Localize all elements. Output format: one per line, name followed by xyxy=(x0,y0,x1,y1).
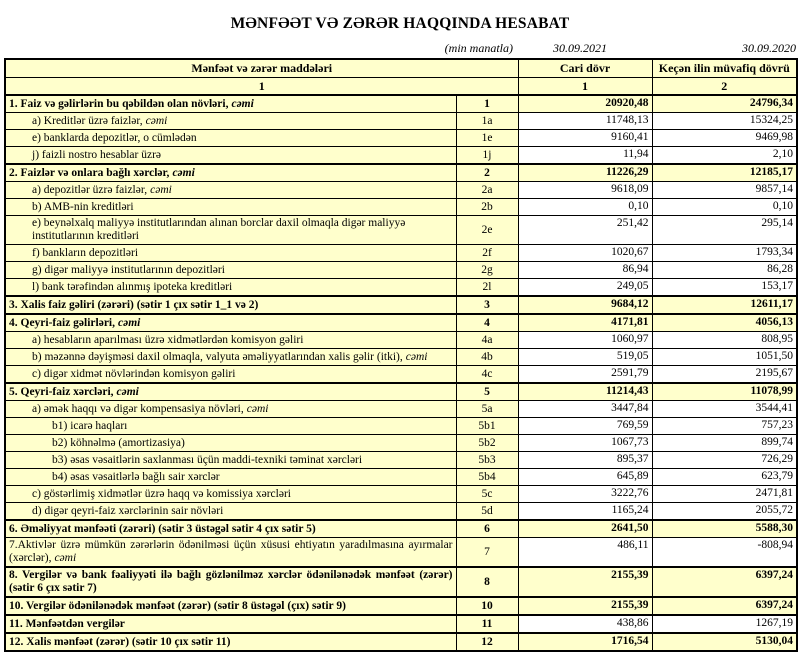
value-previous: 808,95 xyxy=(652,332,797,349)
report-page xyxy=(0,15,800,652)
table-row xyxy=(5,216,797,245)
row-label: a) Kreditlər üzrə faizlər, cəmi xyxy=(5,113,456,130)
value-previous: 86,28 xyxy=(652,262,797,279)
value-current: 486,11 xyxy=(518,538,652,568)
row-label: c) digər xidmət növlərindən komisyon gəliri xyxy=(5,366,456,384)
row-number: 1a xyxy=(456,113,518,130)
row-label: e) beynəlxalq maliyyə institutlarından alınan borclar daxil olmaqla digər maliyyə institutlarının kreditləri xyxy=(5,216,456,245)
value-current: 1716,54 xyxy=(518,633,652,651)
row-label: 3. Xalis faiz gəliri (zərəri) (sətir 1 çıx sətir 1_1 və 2) xyxy=(5,296,456,314)
table-row xyxy=(5,435,797,452)
table-row xyxy=(5,296,797,314)
value-current: 1020,67 xyxy=(518,245,652,262)
row-label: l) bank tərəfindən alınmış ipoteka kreditləri xyxy=(5,279,456,297)
value-previous: 295,14 xyxy=(652,216,797,245)
header-index-row xyxy=(5,78,797,96)
table-row xyxy=(5,349,797,366)
value-previous: 11078,99 xyxy=(652,383,797,401)
value-previous: 2,10 xyxy=(652,147,797,165)
row-number: 10 xyxy=(456,597,518,615)
report-subheader xyxy=(4,41,796,56)
value-previous: 4056,13 xyxy=(652,314,797,332)
table-row xyxy=(5,418,797,435)
value-previous: 2055,72 xyxy=(652,503,797,521)
row-number: 2a xyxy=(456,182,518,199)
value-current: 2155,39 xyxy=(518,567,652,597)
value-current: 438,86 xyxy=(518,615,652,633)
value-previous: 3544,41 xyxy=(652,401,797,418)
value-previous: 726,29 xyxy=(652,452,797,469)
table-row xyxy=(5,469,797,486)
table-row xyxy=(5,503,797,521)
table-row xyxy=(5,95,797,113)
row-label: 7.Aktivlər üzrə mümkün zərərlərin ödənilməsi üçün xüsusi ehtiyatın yaradılmasına ayırmalar (xərclər), cəmi xyxy=(5,538,456,568)
table-row xyxy=(5,147,797,165)
date-previous: 30.09.2020 xyxy=(742,41,796,55)
row-label: 5. Qeyri-faiz xərcləri, cəmi xyxy=(5,383,456,401)
row-number: 5b3 xyxy=(456,452,518,469)
row-number: 5c xyxy=(456,486,518,503)
value-current: 11226,29 xyxy=(518,164,652,182)
value-previous: 5130,04 xyxy=(652,633,797,651)
row-number: 5b1 xyxy=(456,418,518,435)
row-number: 4b xyxy=(456,349,518,366)
table-row xyxy=(5,314,797,332)
row-label: 1. Faiz və gəlirlərin bu qəbildən olan növləri, cəmi xyxy=(5,95,456,113)
row-label: c) göstərlimiş xidmətlər üzrə haqq və komissiya xərcləri xyxy=(5,486,456,503)
row-number: 1 xyxy=(456,95,518,113)
row-number: 11 xyxy=(456,615,518,633)
page-title: MƏNFƏƏT VƏ ZƏRƏR HAQQINDA HESABAT xyxy=(230,15,570,32)
value-current: 3447,84 xyxy=(518,401,652,418)
value-previous: 899,74 xyxy=(652,435,797,452)
value-previous: 6397,24 xyxy=(652,597,797,615)
table-row xyxy=(5,633,797,651)
table-row xyxy=(5,452,797,469)
value-current: 769,59 xyxy=(518,418,652,435)
value-previous: 9857,14 xyxy=(652,182,797,199)
table-row xyxy=(5,182,797,199)
value-previous: 2195,67 xyxy=(652,366,797,384)
value-current: 3222,76 xyxy=(518,486,652,503)
row-label: g) digər maliyyə institutlarının depozitləri xyxy=(5,262,456,279)
table-row xyxy=(5,332,797,349)
value-previous: 1793,34 xyxy=(652,245,797,262)
value-current: 2641,50 xyxy=(518,520,652,538)
value-previous: 5588,30 xyxy=(652,520,797,538)
header-items: Mənfəət və zərər maddələri xyxy=(5,59,518,78)
row-number: 2g xyxy=(456,262,518,279)
value-current: 20920,48 xyxy=(518,95,652,113)
value-current: 1165,24 xyxy=(518,503,652,521)
row-number: 8 xyxy=(456,567,518,597)
row-number: 7 xyxy=(456,538,518,568)
value-previous: -808,94 xyxy=(652,538,797,568)
header-previous: Keçən ilin müvafiq dövrü xyxy=(652,59,797,78)
value-previous: 757,23 xyxy=(652,418,797,435)
table-row xyxy=(5,113,797,130)
value-current: 4171,81 xyxy=(518,314,652,332)
value-current: 9684,12 xyxy=(518,296,652,314)
row-label: b1) icarə haqları xyxy=(5,418,456,435)
table-row xyxy=(5,245,797,262)
value-previous: 12185,17 xyxy=(652,164,797,182)
row-number: 4c xyxy=(456,366,518,384)
table-row xyxy=(5,520,797,538)
header-previous-index: 2 xyxy=(652,78,797,96)
value-current: 645,89 xyxy=(518,469,652,486)
row-label: f) bankların depozitləri xyxy=(5,245,456,262)
value-previous: 2471,81 xyxy=(652,486,797,503)
table-row xyxy=(5,164,797,182)
table-row xyxy=(5,130,797,147)
table-row xyxy=(5,401,797,418)
value-current: 2155,39 xyxy=(518,597,652,615)
row-label: d) digər qeyri-faiz xərclərinin sair növləri xyxy=(5,503,456,521)
value-current: 895,37 xyxy=(518,452,652,469)
row-label: 8. Vergilər və bank fəaliyyəti ilə bağlı gözlənilməz xərclər ödənilənədək mənfəət (zərər) (sətir 6 çıx sətir 7) xyxy=(5,567,456,597)
row-number: 2l xyxy=(456,279,518,297)
value-previous: 1267,19 xyxy=(652,615,797,633)
row-label: 6. Əməliyyat mənfəəti (zərəri) (sətir 3 üstəgəl sətir 4 çıx sətir 5) xyxy=(5,520,456,538)
row-label: a) hesabların aparılması üzrə xidmətlərdən komisyon gəliri xyxy=(5,332,456,349)
row-label: b) AMB-nin kreditləri xyxy=(5,199,456,216)
value-previous: 1051,50 xyxy=(652,349,797,366)
row-label: 4. Qeyri-faiz gəlirləri, cəmi xyxy=(5,314,456,332)
header-items-index: 1 xyxy=(5,78,518,96)
table-header xyxy=(5,59,797,95)
date-current: 30.09.2021 xyxy=(553,41,607,55)
value-previous: 9469,98 xyxy=(652,130,797,147)
value-current: 1060,97 xyxy=(518,332,652,349)
value-current: 519,05 xyxy=(518,349,652,366)
table-row xyxy=(5,567,797,597)
value-current: 9160,41 xyxy=(518,130,652,147)
value-current: 2591,79 xyxy=(518,366,652,384)
row-number: 2b xyxy=(456,199,518,216)
row-number: 6 xyxy=(456,520,518,538)
value-previous: 24796,34 xyxy=(652,95,797,113)
value-previous: 12611,17 xyxy=(652,296,797,314)
row-number: 5 xyxy=(456,383,518,401)
row-label: 12. Xalis mənfəət (zərər) (sətir 10 çıx sətir 11) xyxy=(5,633,456,651)
row-number: 2f xyxy=(456,245,518,262)
row-number: 1e xyxy=(456,130,518,147)
value-previous: 6397,24 xyxy=(652,567,797,597)
row-label: 11. Mənfəətdən vergilər xyxy=(5,615,456,633)
row-label: a) əmək haqqı və digər kompensasiya növləri, cəmi xyxy=(5,401,456,418)
value-previous: 0,10 xyxy=(652,199,797,216)
row-label: a) depozitlər üzrə faizlər, cəmi xyxy=(5,182,456,199)
header-current-index: 1 xyxy=(518,78,652,96)
row-number: 1j xyxy=(456,147,518,165)
report-table-body xyxy=(5,95,797,651)
row-label: b) məzənnə dəyişməsi daxil olmaqla, valyuta əməliyyatlarından xalis gəlir (itki), cəmi xyxy=(5,349,456,366)
table-row xyxy=(5,538,797,568)
row-number: 4 xyxy=(456,314,518,332)
table-row xyxy=(5,615,797,633)
row-number: 5d xyxy=(456,503,518,521)
row-number: 2 xyxy=(456,164,518,182)
value-current: 1067,73 xyxy=(518,435,652,452)
row-number: 5a xyxy=(456,401,518,418)
value-current: 0,10 xyxy=(518,199,652,216)
value-previous: 623,79 xyxy=(652,469,797,486)
value-previous: 153,17 xyxy=(652,279,797,297)
table-row xyxy=(5,279,797,297)
table-row xyxy=(5,597,797,615)
table-row xyxy=(5,199,797,216)
value-previous: 15324,25 xyxy=(652,113,797,130)
value-current: 11214,43 xyxy=(518,383,652,401)
unit-note: (min manatla) xyxy=(444,41,513,55)
header-row xyxy=(5,59,797,78)
table-row xyxy=(5,383,797,401)
table-row xyxy=(5,366,797,384)
header-current: Cari dövr xyxy=(518,59,652,78)
row-label: b2) köhnəlmə (amortizasiya) xyxy=(5,435,456,452)
table-row xyxy=(5,262,797,279)
value-current: 86,94 xyxy=(518,262,652,279)
value-current: 249,05 xyxy=(518,279,652,297)
row-label: j) faizli nostro hesablar üzrə xyxy=(5,147,456,165)
row-number: 5b4 xyxy=(456,469,518,486)
value-current: 11,94 xyxy=(518,147,652,165)
row-label: b4) əsas vəsaitlərlə bağlı sair xərclər xyxy=(5,469,456,486)
value-current: 11748,13 xyxy=(518,113,652,130)
row-number: 2e xyxy=(456,216,518,245)
row-label: e) banklarda depozitlər, o cümlədən xyxy=(5,130,456,147)
row-label: b3) əsas vəsaitlərin saxlanması üçün maddi-texniki təminat xərcləri xyxy=(5,452,456,469)
row-label: 10. Vergilər ödənilənədək mənfəət (zərər) (sətir 8 üstəgəl (çıx) sətir 9) xyxy=(5,597,456,615)
profit-loss-table xyxy=(4,58,798,652)
row-number: 4a xyxy=(456,332,518,349)
value-current: 9618,09 xyxy=(518,182,652,199)
value-current: 251,42 xyxy=(518,216,652,245)
table-row xyxy=(5,486,797,503)
row-number: 5b2 xyxy=(456,435,518,452)
row-number: 12 xyxy=(456,633,518,651)
row-number: 3 xyxy=(456,296,518,314)
row-label: 2. Faizlər və onlara bağlı xərclər, cəmi xyxy=(5,164,456,182)
